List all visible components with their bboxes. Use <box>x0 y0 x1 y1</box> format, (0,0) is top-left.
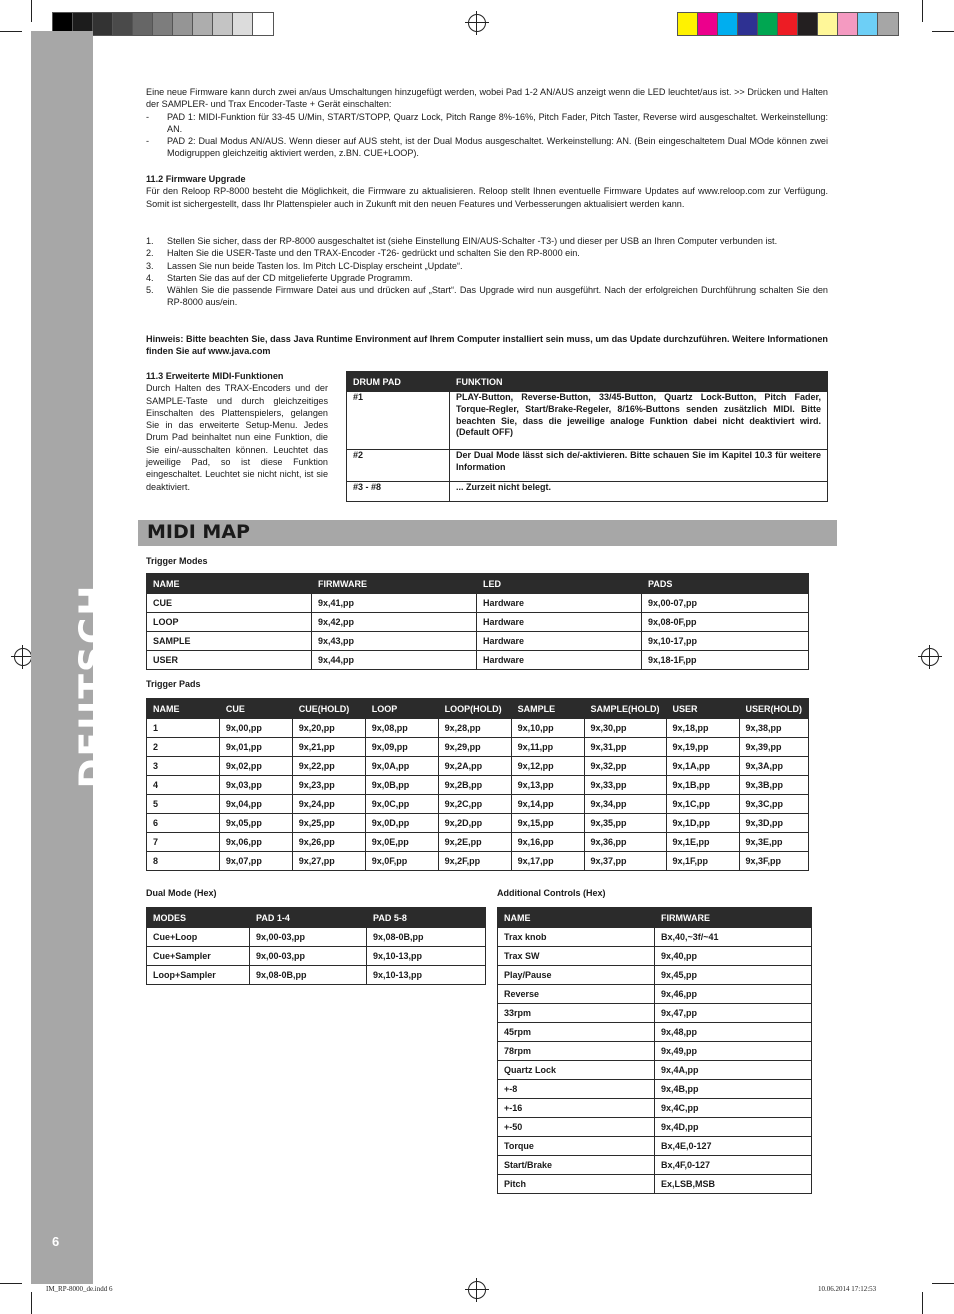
table-cell: 78rpm <box>498 1042 655 1061</box>
table-cell: 9x,10-13,pp <box>367 966 486 985</box>
file-slug: IM_RP-8000_de.indd 6 <box>46 1285 113 1293</box>
table-row <box>147 632 809 651</box>
table-cell: 9x,20,pp <box>292 719 365 738</box>
table-cell: 9x,4D,pp <box>655 1118 812 1137</box>
upgrade-section <box>146 173 828 210</box>
table-row <box>147 795 809 814</box>
table-row <box>498 1175 812 1194</box>
table-row <box>498 1080 812 1099</box>
table-cell: +-16 <box>498 1099 655 1118</box>
table-row <box>147 613 809 632</box>
color-swatch <box>698 13 718 35</box>
color-swatch <box>253 13 273 35</box>
table-cell: 9x,08-0F,pp <box>642 613 809 632</box>
table-cell: 9x,08-0B,pp <box>367 928 486 947</box>
table-cell: 9x,42,pp <box>312 613 477 632</box>
step-item <box>146 260 828 272</box>
table-header: LOOP <box>365 699 438 719</box>
table-cell: 9x,3C,pp <box>739 795 809 814</box>
date-slug: 10.06.2014 17:12:53 <box>818 1285 877 1293</box>
table-header-row <box>147 574 809 594</box>
drum-pad-table <box>346 371 828 502</box>
color-swatch <box>233 13 253 35</box>
java-note-text: Hinweis: Bitte beachten Sie, dass Java Runtime Environment auf Ihrem Computer installiert sein muss, um das Update durchzuführen. Weitere Informationen finden Sie auf www.java.com <box>146 334 828 357</box>
crop-mark <box>932 1283 954 1284</box>
step-text: Halten Sie die USER-Taste und den TRAX-Encoder -T26- gedrückt und schalten Sie den RP-8000 ein. <box>167 248 580 259</box>
table-cell: 9x,00-07,pp <box>642 594 809 613</box>
table-cell: Loop+Sampler <box>147 966 250 985</box>
table-row <box>147 833 809 852</box>
step-number: 3. <box>146 260 154 271</box>
table-cell: Quartz Lock <box>498 1061 655 1080</box>
table-cell: 45rpm <box>498 1023 655 1042</box>
table-cell: 9x,08,pp <box>365 719 438 738</box>
table-header-row <box>147 908 486 928</box>
table-cell: 9x,09,pp <box>365 738 438 757</box>
table-cell: 9x,4A,pp <box>655 1061 812 1080</box>
table-cell: Hardware <box>477 651 642 670</box>
table-header: LED <box>477 574 642 594</box>
table-cell: 9x,23,pp <box>292 776 365 795</box>
table-header: PAD 1-4 <box>250 908 367 928</box>
crop-mark <box>0 31 22 32</box>
table-cell: 9x,4C,pp <box>655 1099 812 1118</box>
color-swatch <box>798 13 818 35</box>
table-cell: 9x,17,pp <box>511 852 584 871</box>
table-row <box>147 776 809 795</box>
table-cell: 9x,1F,pp <box>666 852 739 871</box>
table-header: FIRMWARE <box>655 908 812 928</box>
upgrade-steps <box>146 235 828 309</box>
table-cell: 9x,07,pp <box>219 852 292 871</box>
registration-mark-icon <box>921 648 939 666</box>
extended-title: 11.3 Erweiterte MIDI-Funktionen <box>146 371 284 381</box>
step-item <box>146 235 828 247</box>
table-row <box>147 947 486 966</box>
table-row <box>498 1061 812 1080</box>
trigger-pads-label: Trigger Pads <box>146 679 201 689</box>
table-cell: 9x,19,pp <box>666 738 739 757</box>
step-item <box>146 284 828 309</box>
table-row <box>498 1023 812 1042</box>
table-cell: 9x,10,pp <box>511 719 584 738</box>
table-cell: 9x,4B,pp <box>655 1080 812 1099</box>
crop-mark <box>922 1292 923 1314</box>
table-cell: 9x,15,pp <box>511 814 584 833</box>
color-swatch <box>818 13 838 35</box>
color-swatch <box>678 13 698 35</box>
table-cell: USER <box>147 651 312 670</box>
table-row <box>498 985 812 1004</box>
table-cell: 9x,0C,pp <box>365 795 438 814</box>
table-header: FIRMWARE <box>312 574 477 594</box>
table-row <box>498 1118 812 1137</box>
table-row <box>498 1137 812 1156</box>
color-swatch <box>113 13 133 35</box>
table-cell: Start/Brake <box>498 1156 655 1175</box>
table-cell: 9x,2A,pp <box>438 757 511 776</box>
table-cell: 9x,06,pp <box>219 833 292 852</box>
bullet-mark: - <box>146 111 150 122</box>
step-text: Lassen Sie nun beide Tasten los. Im Pitch LC-Display erscheint „Update“. <box>167 260 463 271</box>
table-header: NAME <box>147 699 220 719</box>
table-cell: 9x,39,pp <box>739 738 809 757</box>
table-cell: 9x,16,pp <box>511 833 584 852</box>
table-cell: 9x,10-13,pp <box>367 947 486 966</box>
table-row <box>147 814 809 833</box>
step-text: Starten Sie das auf der CD mitgelieferte Upgrade Programm. <box>167 272 413 283</box>
extended-midi-section <box>146 370 328 493</box>
table-cell: 9x,0B,pp <box>365 776 438 795</box>
step-item <box>146 247 828 259</box>
table-cell: Trax knob <box>498 928 655 947</box>
table-cell: 9x,00-03,pp <box>250 928 367 947</box>
table-row <box>498 1004 812 1023</box>
table-cell: Hardware <box>477 613 642 632</box>
step-text: Wählen Sie die passende Firmware Datei aus und drücken auf „Start“. Das Upgrade wird nun ausgeführt. Nach der erfolgreichen Durchführung schalten Sie den RP-8000 aus/ein. <box>167 285 828 308</box>
table-cell: +-50 <box>498 1118 655 1137</box>
table-cell: 9x,47,pp <box>655 1004 812 1023</box>
table-cell: 9x,3A,pp <box>739 757 809 776</box>
table-cell: +-8 <box>498 1080 655 1099</box>
table-cell: Torque <box>498 1137 655 1156</box>
color-swatch <box>173 13 193 35</box>
table-cell: 9x,0D,pp <box>365 814 438 833</box>
table-row <box>498 947 812 966</box>
step-number: 4. <box>146 272 154 283</box>
table-cell: 9x,00,pp <box>219 719 292 738</box>
upgrade-paragraph: Für den Reloop RP-8000 besteht die Möglichkeit, die Firmware zu aktualisieren. Reloop stellt Ihnen eventuelle Firmware Updates auf www.reloop.com zur Verfügung. Somit ist sichergestellt, dass Ihr Plattenspieler auch in Zukunft mit den neuen Features und Verbesserungen aktualisiert werden kann. <box>146 186 828 209</box>
bullet-text: PAD 2: Dual Modus AN/AUS. Wenn dieser auf AUS steht, ist der Dual Modus ausgeschaltet. Werkeinstellung: AN. (Bein eingeschaltetem Dual MOde können zwei Modigruppen gleichzeitig aktiviert werden, z.BN. CUE+LOOP). <box>167 136 828 159</box>
table-cell: 9x,21,pp <box>292 738 365 757</box>
registration-mark-icon <box>14 648 32 666</box>
table-cell: 9x,13,pp <box>511 776 584 795</box>
table-cell: 3 <box>147 757 220 776</box>
table-cell: 9x,00-03,pp <box>250 947 367 966</box>
table-cell: 5 <box>147 795 220 814</box>
table-row <box>498 928 812 947</box>
crop-mark <box>922 0 923 22</box>
table-cell: 9x,38,pp <box>739 719 809 738</box>
table-cell: 9x,46,pp <box>655 985 812 1004</box>
table-cell: 4 <box>147 776 220 795</box>
step-number: 1. <box>146 236 154 246</box>
table-cell: 9x,32,pp <box>584 757 666 776</box>
table-row <box>147 594 809 613</box>
table-cell: 9x,11,pp <box>511 738 584 757</box>
table-cell: Play/Pause <box>498 966 655 985</box>
table-cell: 9x,1D,pp <box>666 814 739 833</box>
extended-paragraph: Durch Halten des TRAX-Encoders und der SAMPLE-Taste und durch gleichzeitiges Einschalten des Plattenspielers, gelangen Sie in das erweiterte Setup-Menu. Jedes Drum Pad beinhaltet nun eine Funktion, die Sie ein/-ausschalten können. Leuchtet das jeweilige Pad, so ist diese Funktion eingeschaltet. Leuchtet sie nicht nicht, ist sie deaktiviert. <box>146 383 328 492</box>
color-swatch <box>718 13 738 35</box>
additional-controls-label: Additional Controls (Hex) <box>497 888 606 898</box>
table-row <box>147 757 809 776</box>
crop-mark <box>0 1283 22 1284</box>
table-cell: SAMPLE <box>147 632 312 651</box>
table-cell: 9x,36,pp <box>584 833 666 852</box>
color-swatch <box>878 13 898 35</box>
registration-mark-icon <box>468 1281 486 1299</box>
crop-mark <box>932 31 954 32</box>
table-cell: 9x,35,pp <box>584 814 666 833</box>
table-cell: 9x,2D,pp <box>438 814 511 833</box>
table-cell: 7 <box>147 833 220 852</box>
table-cell: 9x,1B,pp <box>666 776 739 795</box>
table-row <box>347 392 828 450</box>
table-cell: 9x,1C,pp <box>666 795 739 814</box>
java-note <box>146 333 828 358</box>
table-cell: Hardware <box>477 632 642 651</box>
table-cell: 9x,25,pp <box>292 814 365 833</box>
table-cell: 9x,48,pp <box>655 1023 812 1042</box>
upgrade-title: 11.2 Firmware Upgrade <box>146 174 246 184</box>
table-cell: #1 <box>347 392 450 450</box>
bullet-mark: - <box>146 136 150 147</box>
table-header: SAMPLE <box>511 699 584 719</box>
crop-mark <box>31 1292 32 1314</box>
table-cell: Der Dual Mode lässt sich de/-aktivieren. Bitte schauen Sie im Kapitel 10.3 für weitere Information <box>450 450 828 482</box>
step-item <box>146 272 828 284</box>
table-row <box>498 966 812 985</box>
bullet-text: PAD 1: MIDI-Funktion für 33-45 U/Min, START/STOPP, Quarz Lock, Pitch Range 8%-16%, Pitch Fader, Pitch Taster, Reverse wird ausgeschaltet. Werkeinstellung: AN. <box>167 111 828 134</box>
table-row <box>498 1099 812 1118</box>
color-swatch <box>758 13 778 35</box>
table-cell: 9x,05,pp <box>219 814 292 833</box>
table-cell: 9x,29,pp <box>438 738 511 757</box>
table-cell: Cue+Loop <box>147 928 250 947</box>
table-header: USER <box>666 699 739 719</box>
table-cell: 9x,43,pp <box>312 632 477 651</box>
table-cell: 9x,0E,pp <box>365 833 438 852</box>
table-header: DRUM PAD <box>347 372 450 392</box>
step-text: Stellen Sie sicher, dass der RP-8000 ausgeschaltet ist (siehe Einstellung EIN/AUS-Schalter -T3-) und dieser per USB an Ihren Computer verbunden ist. <box>167 236 778 246</box>
table-cell: Cue+Sampler <box>147 947 250 966</box>
trigger-pads-table <box>146 698 809 871</box>
color-swatch <box>193 13 213 35</box>
table-cell: Bx,4F,0-127 <box>655 1156 812 1175</box>
table-cell: 9x,10-17,pp <box>642 632 809 651</box>
table-cell: 9x,1E,pp <box>666 833 739 852</box>
table-row <box>147 651 809 670</box>
table-cell: 9x,2C,pp <box>438 795 511 814</box>
table-cell: Ex,LSB,MSB <box>655 1175 812 1194</box>
table-cell: 9x,22,pp <box>292 757 365 776</box>
color-swatch <box>838 13 858 35</box>
table-header: CUE <box>219 699 292 719</box>
table-header: USER(HOLD) <box>739 699 809 719</box>
table-cell: 9x,2F,pp <box>438 852 511 871</box>
table-header: NAME <box>498 908 655 928</box>
table-header: FUNKTION <box>450 372 828 392</box>
table-header: SAMPLE(HOLD) <box>584 699 666 719</box>
table-cell: 6 <box>147 814 220 833</box>
table-cell: 9x,3E,pp <box>739 833 809 852</box>
table-cell: 9x,2B,pp <box>438 776 511 795</box>
trigger-modes-label: Trigger Modes <box>146 556 208 566</box>
dual-mode-table <box>146 907 486 985</box>
table-cell: 9x,02,pp <box>219 757 292 776</box>
table-row <box>347 482 828 502</box>
table-cell: 9x,26,pp <box>292 833 365 852</box>
table-cell: 9x,3D,pp <box>739 814 809 833</box>
color-swatch <box>738 13 758 35</box>
step-number: 2. <box>146 248 154 259</box>
table-cell: 9x,30,pp <box>584 719 666 738</box>
table-row <box>147 852 809 871</box>
table-row <box>147 738 809 757</box>
table-cell: 9x,04,pp <box>219 795 292 814</box>
table-row <box>347 450 828 482</box>
intro-paragraph: Eine neue Firmware kann durch zwei an/aus Umschaltungen hinzugefügt werden, wobei Pad 1-2 AN/AUS anzeigt wenn die LED leuchtet/aus ist. >> Drücken und Halten der SAMPLER- und Trax Encoder-Taste + Gerät einschalten: <box>146 87 828 110</box>
table-cell: 9x,3F,pp <box>739 852 809 871</box>
table-cell: 9x,24,pp <box>292 795 365 814</box>
bullet-item <box>146 111 828 136</box>
intro-section <box>146 86 828 160</box>
crop-mark <box>31 0 32 22</box>
table-row <box>498 1042 812 1061</box>
midi-map-banner <box>138 520 837 546</box>
table-cell: 9x,0F,pp <box>365 852 438 871</box>
table-cell: 9x,18,pp <box>666 719 739 738</box>
step-number: 5. <box>146 285 154 296</box>
table-cell: CUE <box>147 594 312 613</box>
table-header: PADS <box>642 574 809 594</box>
color-swatch <box>133 13 153 35</box>
sidebar-language-label: DEUTSCH <box>72 583 114 789</box>
table-cell: LOOP <box>147 613 312 632</box>
table-row <box>147 928 486 947</box>
table-cell: 9x,41,pp <box>312 594 477 613</box>
color-bar <box>677 12 899 36</box>
table-cell: #2 <box>347 450 450 482</box>
color-swatch <box>778 13 798 35</box>
midi-map-title: MIDI MAP <box>147 521 250 543</box>
table-cell: Bx,40,~3f/~41 <box>655 928 812 947</box>
table-cell: Pitch <box>498 1175 655 1194</box>
intro-bullets <box>146 111 828 160</box>
table-cell: 9x,12,pp <box>511 757 584 776</box>
table-header: LOOP(HOLD) <box>438 699 511 719</box>
table-cell: 9x,14,pp <box>511 795 584 814</box>
registration-mark-icon <box>468 14 486 32</box>
table-header: MODES <box>147 908 250 928</box>
table-cell: 9x,28,pp <box>438 719 511 738</box>
table-cell: Reverse <box>498 985 655 1004</box>
table-cell: 9x,37,pp <box>584 852 666 871</box>
table-cell: 9x,01,pp <box>219 738 292 757</box>
table-cell: Trax SW <box>498 947 655 966</box>
table-header: PAD 5-8 <box>367 908 486 928</box>
dual-mode-label: Dual Mode (Hex) <box>146 888 217 898</box>
table-cell: 9x,2E,pp <box>438 833 511 852</box>
table-cell: 9x,0A,pp <box>365 757 438 776</box>
table-cell: 9x,27,pp <box>292 852 365 871</box>
table-cell: PLAY-Button, Reverse-Button, 33/45-Button, Quartz Lock-Button, Pitch Fader, Torque-Regler, Start/Brake-Regeler, 8/16%-Buttons senden zusätzlich MIDI. Bitte beachten Sie, dass die jeweilige analoge Funktion dabei nicht deaktiviert wird. (Default OFF) <box>450 392 828 450</box>
table-header-row <box>147 699 809 719</box>
table-cell: 9x,3B,pp <box>739 776 809 795</box>
table-cell: 9x,34,pp <box>584 795 666 814</box>
table-cell: 9x,18-1F,pp <box>642 651 809 670</box>
table-cell: 9x,33,pp <box>584 776 666 795</box>
color-swatch <box>858 13 878 35</box>
table-cell: Hardware <box>477 594 642 613</box>
table-cell: 9x,03,pp <box>219 776 292 795</box>
table-header-row <box>347 372 828 392</box>
table-cell: 9x,45,pp <box>655 966 812 985</box>
bullet-item <box>146 135 828 160</box>
table-cell: 9x,08-0B,pp <box>250 966 367 985</box>
table-header: CUE(HOLD) <box>292 699 365 719</box>
table-header: NAME <box>147 574 312 594</box>
table-cell: 8 <box>147 852 220 871</box>
language-sidebar <box>31 31 114 1284</box>
table-cell: #3 - #8 <box>347 482 450 502</box>
page-number: 6 <box>52 1234 60 1249</box>
table-header-row <box>498 908 812 928</box>
table-cell: 9x,44,pp <box>312 651 477 670</box>
table-cell: ... Zurzeit nicht belegt. <box>450 482 828 502</box>
table-cell: 2 <box>147 738 220 757</box>
table-row <box>147 966 486 985</box>
table-cell: 9x,40,pp <box>655 947 812 966</box>
table-cell: 9x,1A,pp <box>666 757 739 776</box>
color-swatch <box>213 13 233 35</box>
table-cell: 9x,49,pp <box>655 1042 812 1061</box>
table-row <box>147 719 809 738</box>
additional-controls-table <box>497 907 812 1194</box>
table-cell: 33rpm <box>498 1004 655 1023</box>
table-cell: Bx,4E,0-127 <box>655 1137 812 1156</box>
table-row <box>498 1156 812 1175</box>
trigger-modes-table <box>146 573 809 670</box>
table-cell: 1 <box>147 719 220 738</box>
table-cell: 9x,31,pp <box>584 738 666 757</box>
color-swatch <box>93 13 113 35</box>
color-swatch <box>153 13 173 35</box>
